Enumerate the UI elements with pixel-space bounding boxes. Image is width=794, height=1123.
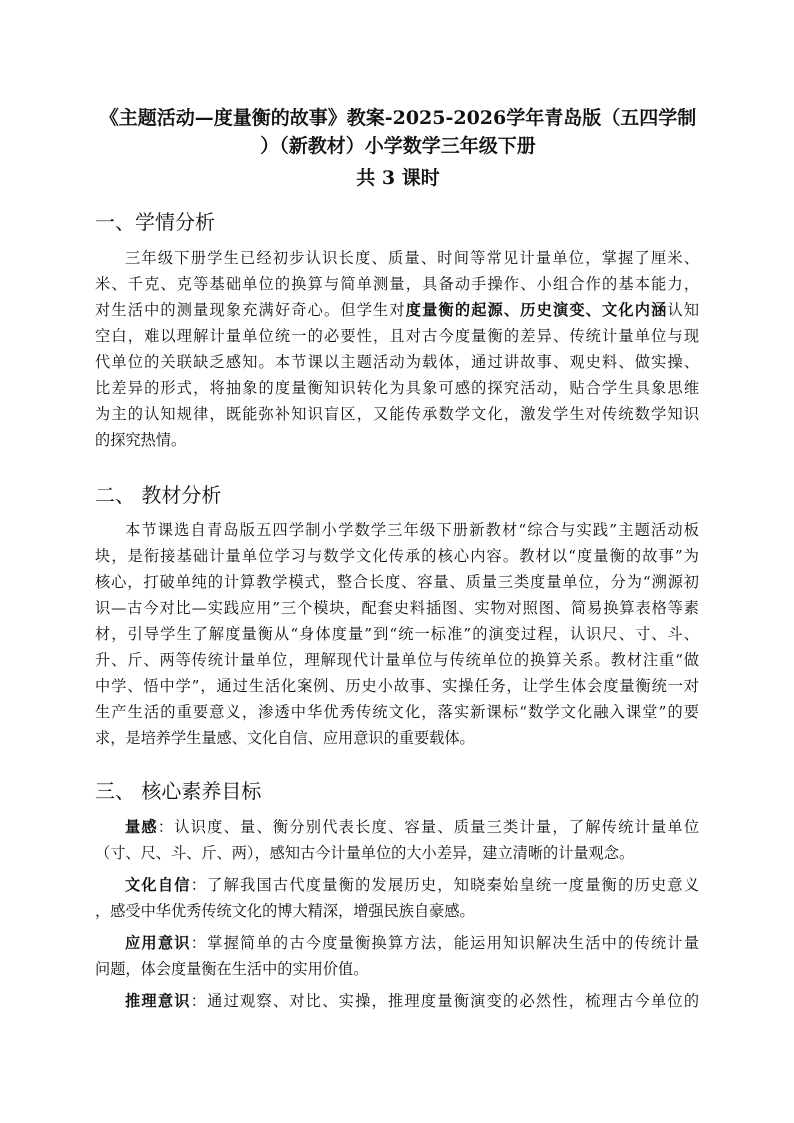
- section2-line: 本节课选自青岛版五四学制小学数学三年级下册新教材“综合与实践”主题活动板: [125, 521, 699, 539]
- section2-heading: 二、 教材分析: [95, 483, 222, 507]
- section3-heading: 三、 核心素养目标: [95, 779, 262, 803]
- document-title-line2: ）（新教材）小学数学三年级下册: [260, 135, 536, 157]
- section1-line: 米、千克、克等基础单位的换算与简单测量，具备动手操作、小组合作的基本能力，: [95, 275, 699, 293]
- document-title-line1: 《主题活动—度量衡的故事》教案-2025-2026学年青岛版（五四学制: [99, 107, 697, 129]
- section2-line: 识—古今对比—实践应用”三个模块，配套史料插图、实物对照图、简易换算表格等素: [95, 599, 699, 617]
- section1-line: 为主的认知规律，既能弥补知识盲区，又能传承数学文化，激发学生对传统数学知识: [95, 405, 699, 423]
- section2-line: 生产生活的重要意义，渗透中华优秀传统文化，落实新课标“数学文化融入课堂”的要: [95, 703, 699, 721]
- section2-line: 材，引导学生了解度量衡从“身体度量”到“统一标准”的演变过程，认识尺、寸、斗、: [95, 625, 699, 643]
- goal-text: ：掌握简单的古今度量衡换算方法，能运用知识解决生活中的传统计量: [190, 934, 700, 952]
- goal-text: ：了解我国古代度量衡的发展历史，知晓秦始皇统一度量衡的历史意义: [190, 876, 700, 894]
- section1-line-post: 认知: [667, 301, 700, 319]
- goal-line: ，感受中华优秀传统文化的博大精深，增强民族自豪感。: [95, 902, 475, 920]
- goal-line: [125, 873, 699, 897]
- goal-line: [125, 815, 699, 839]
- goal-text: ：认识度、量、衡分别代表长度、容量、质量三类计量，了解传统计量单位: [157, 818, 700, 836]
- section2-line: 核心，打破单纯的计算教学模式，整合长度、容量、质量三类度量单位，分为“溯源初: [95, 573, 699, 591]
- section1-line-pre: 对生活中的测量现象充满好奇心。但学生对: [95, 301, 406, 319]
- goal-label: 量感: [125, 818, 158, 836]
- section2-line: 块，是衔接基础计量单位学习与数学文化传承的核心内容。教材以“度量衡的故事”为: [95, 547, 699, 565]
- goal-text: ：通过观察、对比、实操，推理度量衡演变的必然性，梳理古今单位的: [190, 992, 700, 1010]
- goal-line: 问题，体会度量衡在生活中的实用价值。: [95, 960, 369, 978]
- goal-label: 文化自信: [125, 876, 191, 894]
- goal-line: [125, 931, 699, 955]
- section1-line: 比差异的形式，将抽象的度量衡知识转化为具象可感的探究活动，贴合学生具象思维: [95, 379, 699, 397]
- section1-line: [95, 298, 699, 322]
- goal-line: （寸、尺、斗、斤、两），感知古今计量单位的大小差异，建立清晰的计量观念。: [95, 844, 635, 862]
- section1-line: 的探究热情。: [95, 431, 187, 449]
- section2-line: 求，是培养学生量感、文化自信、应用意识的重要载体。: [95, 729, 475, 747]
- section1-heading: 一、学情分析: [95, 210, 215, 234]
- section2-line: 中学、悟中学”，通过生活化案例、历史小故事、实操任务，让学生体会度量衡统一对: [95, 677, 699, 695]
- goal-label: 应用意识: [125, 934, 191, 952]
- section1-line: 空白，难以理解计量单位统一的必要性，且对古今度量衡的差异、传统计量单位与现: [95, 327, 699, 345]
- goal-line: [125, 989, 699, 1013]
- section1-line: 代单位的关联缺乏感知。本节课以主题活动为载体，通过讲故事、观史料、做实操、: [95, 353, 699, 371]
- section1-line: 三年级下册学生已经初步认识长度、质量、时间等常见计量单位，掌握了厘米、: [125, 249, 699, 267]
- section1-emphasis: 度量衡的起源、历史演变、文化内涵: [405, 301, 668, 319]
- goal-label: 推理意识: [125, 992, 191, 1010]
- lesson-count: 共 3 课时: [356, 167, 440, 189]
- section2-line: 升、斤、两等传统计量单位，理解现代计量单位与传统单位的换算关系。教材注重“做: [95, 651, 699, 669]
